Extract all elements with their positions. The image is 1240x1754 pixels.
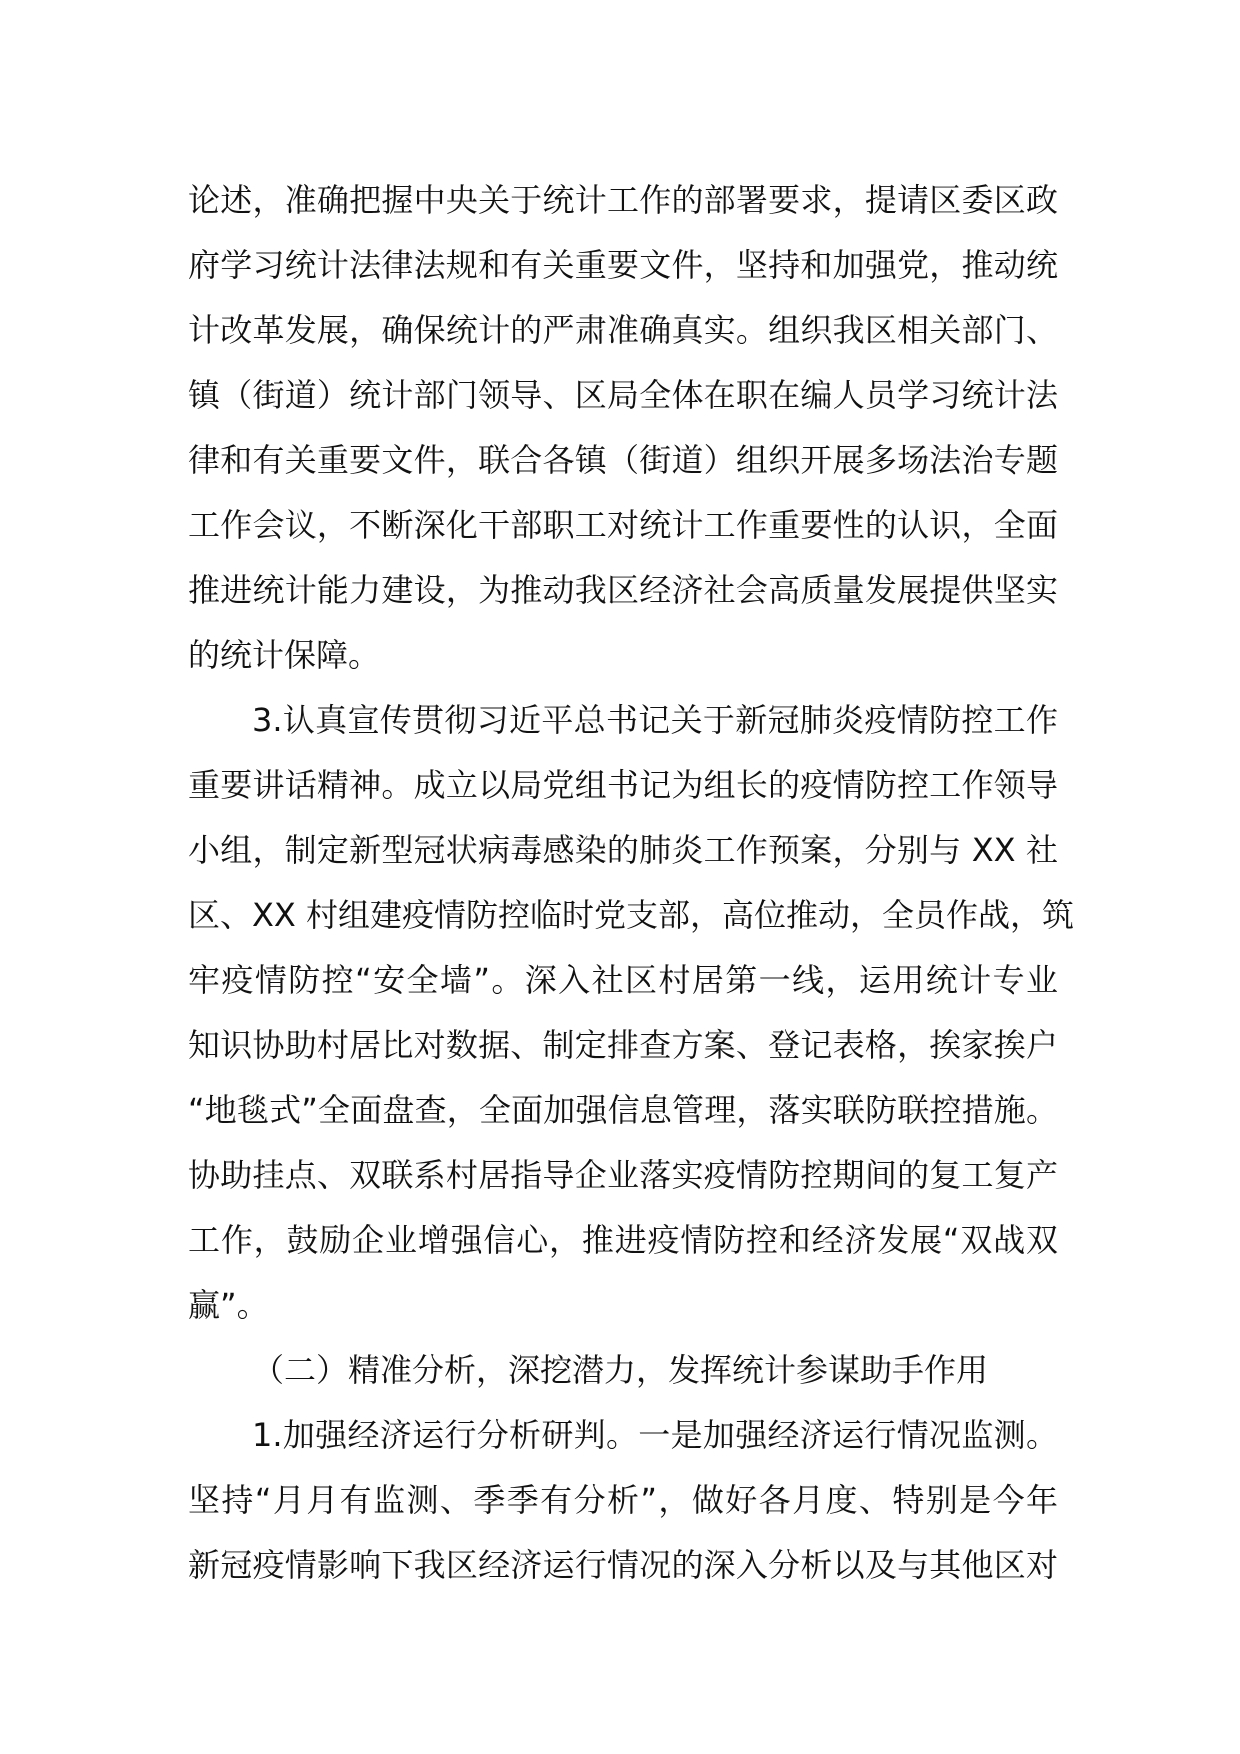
text-line: 的统计保障。: [188, 636, 381, 674]
text-line: 府学习统计法律法规和有关重要文件，坚持和加强党，推动统: [188, 246, 1058, 284]
text-line: 工作，鼓励企业增强信心，推进疫情防控和经济发展“双战双: [188, 1221, 1058, 1259]
text-line: 计改革发展，确保统计的严肃准确真实。组织我区相关部门、: [188, 311, 1058, 349]
text-line: 坚持“月月有监测、季季有分析”，做好各月度、特别是今年: [188, 1481, 1058, 1519]
text-line: 镇（街道）统计部门领导、区局全体在职在编人员学习统计法: [188, 376, 1058, 414]
text-line: 知识协助村居比对数据、制定排查方案、登记表格，挨家挨户: [188, 1026, 1058, 1064]
text-line: 赢”。: [188, 1286, 269, 1324]
body-text: [188, 168, 1075, 1598]
text-line: 论述，准确把握中央关于统计工作的部署要求，提请区委区政: [188, 181, 1058, 219]
paragraph-start-line: 1.加强经济运行分析研判。一是加强经济运行情况监测。: [252, 1416, 1058, 1454]
text-line: 区、XX 村组建疫情防控临时党支部，高位推动，全员作战，筑: [188, 896, 1075, 934]
text-line: 新冠疫情影响下我区经济运行情况的深入分析以及与其他区对: [188, 1546, 1058, 1584]
paragraph-start-line: 3.认真宣传贯彻习近平总书记关于新冠肺炎疫情防控工作: [252, 701, 1058, 739]
text-line: 牢疫情防控“安全墙”。深入社区村居第一线，运用统计专业: [188, 961, 1058, 999]
text-line: 重要讲话精神。成立以局党组书记为组长的疫情防控工作领导: [188, 766, 1058, 804]
text-line: 工作会议，不断深化干部职工对统计工作重要性的认识，全面: [188, 506, 1058, 544]
text-line: 协助挂点、双联系村居指导企业落实疫情防控期间的复工复产: [188, 1156, 1058, 1194]
text-line: “地毯式”全面盘查，全面加强信息管理，落实联防联控措施。: [188, 1091, 1058, 1129]
section-heading: （二）精准分析，深挖潜力，发挥统计参谋助手作用: [252, 1351, 989, 1389]
text-line: 推进统计能力建设，为推动我区经济社会高质量发展提供坚实: [188, 571, 1058, 609]
text-line: 小组，制定新型冠状病毒感染的肺炎工作预案，分别与 XX 社: [188, 831, 1058, 869]
text-line: 律和有关重要文件，联合各镇（街道）组织开展多场法治专题: [188, 441, 1058, 479]
